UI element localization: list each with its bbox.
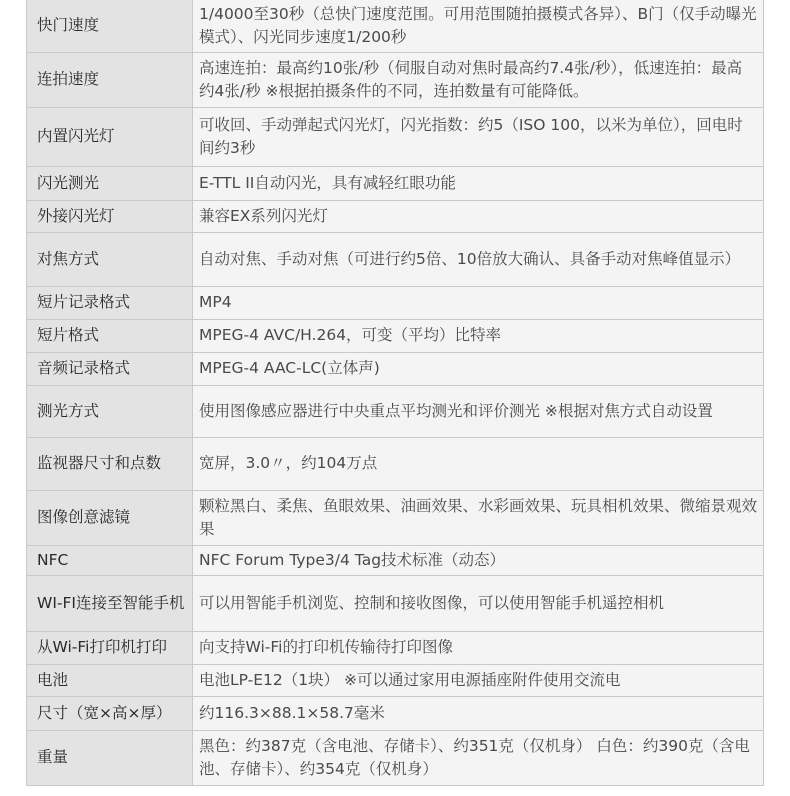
spec-value: 1/4000至30秒（总快门速度范围。可用范围随拍摄模式各异）、B门（仅手动曝光模式）、闪光同步速度1/200秒 [193,0,764,52]
spec-row-wifi-smartphone [27,575,764,631]
spec-label: NFC [27,545,193,575]
spec-row-movie-record-format [27,286,764,319]
spec-label: 内置闪光灯 [27,107,193,166]
spec-value: 可以用智能手机浏览、控制和接收图像，可以使用智能手机遥控相机 [193,575,764,631]
spec-label: 测光方式 [27,385,193,437]
spec-row-built-in-flash [27,107,764,166]
spec-value: 约116.3×88.1×58.7毫米 [193,696,764,730]
spec-row-dimensions [27,696,764,730]
spec-value: MPEG-4 AVC/H.264，可变（平均）比特率 [193,319,764,352]
spec-label: 图像创意滤镜 [27,490,193,545]
spec-label: 尺寸（宽×高×厚） [27,696,193,730]
spec-table [26,0,764,786]
spec-label: 快门速度 [27,0,193,52]
spec-label: 短片格式 [27,319,193,352]
spec-row-weight [27,730,764,785]
spec-row-wifi-printing [27,631,764,664]
spec-value: 使用图像感应器进行中央重点平均测光和评价测光 ※根据对焦方式自动设置 [193,385,764,437]
spec-row-flash-metering [27,166,764,200]
spec-value: NFC Forum Type3/4 Tag技术标准（动态） [193,545,764,575]
spec-label: 短片记录格式 [27,286,193,319]
spec-row-focus-mode [27,232,764,286]
spec-row-nfc [27,545,764,575]
spec-label: 连拍速度 [27,52,193,107]
spec-value: 自动对焦、手动对焦（可进行约5倍、10倍放大确认、具备手动对焦峰值显示） [193,232,764,286]
spec-row-external-flash [27,200,764,232]
spec-label: 从Wi-Fi打印机打印 [27,631,193,664]
spec-row-creative-filters [27,490,764,545]
spec-label: 外接闪光灯 [27,200,193,232]
spec-value: 向支持Wi-Fi的打印机传输待打印图像 [193,631,764,664]
spec-value: 电池LP-E12（1块） ※可以通过家用电源插座附件使用交流电 [193,664,764,696]
spec-value: 可收回、手动弹起式闪光灯，闪光指数：约5（ISO 100，以米为单位），回电时间约3秒 [193,107,764,166]
spec-label: 音频记录格式 [27,352,193,385]
spec-value: MPEG-4 AAC-LC(立体声) [193,352,764,385]
spec-label: 闪光测光 [27,166,193,200]
spec-value: MP4 [193,286,764,319]
spec-row-monitor [27,437,764,490]
spec-label: 电池 [27,664,193,696]
spec-value: 兼容EX系列闪光灯 [193,200,764,232]
spec-row-burst-speed [27,52,764,107]
spec-row-battery [27,664,764,696]
spec-row-metering-mode [27,385,764,437]
spec-value: E-TTL II自动闪光，具有减轻红眼功能 [193,166,764,200]
spec-value: 高速连拍：最高约10张/秒（伺服自动对焦时最高约7.4张/秒），低速连拍：最高约4张/秒 ※根据拍摄条件的不同，连拍数量有可能降低。 [193,52,764,107]
spec-row-movie-format [27,319,764,352]
spec-value: 黑色：约387克（含电池、存储卡）、约351克（仅机身） 白色：约390克（含电池、存储卡）、约354克（仅机身） [193,730,764,785]
spec-label: 监视器尺寸和点数 [27,437,193,490]
spec-row-audio-format [27,352,764,385]
spec-label: 重量 [27,730,193,785]
spec-value: 宽屏，3.0〃，约104万点 [193,437,764,490]
spec-label: WI-FI连接至智能手机 [27,575,193,631]
spec-value: 颗粒黑白、柔焦、鱼眼效果、油画效果、水彩画效果、玩具相机效果、微缩景观效果 [193,490,764,545]
spec-row-shutter-speed [27,0,764,52]
spec-label: 对焦方式 [27,232,193,286]
